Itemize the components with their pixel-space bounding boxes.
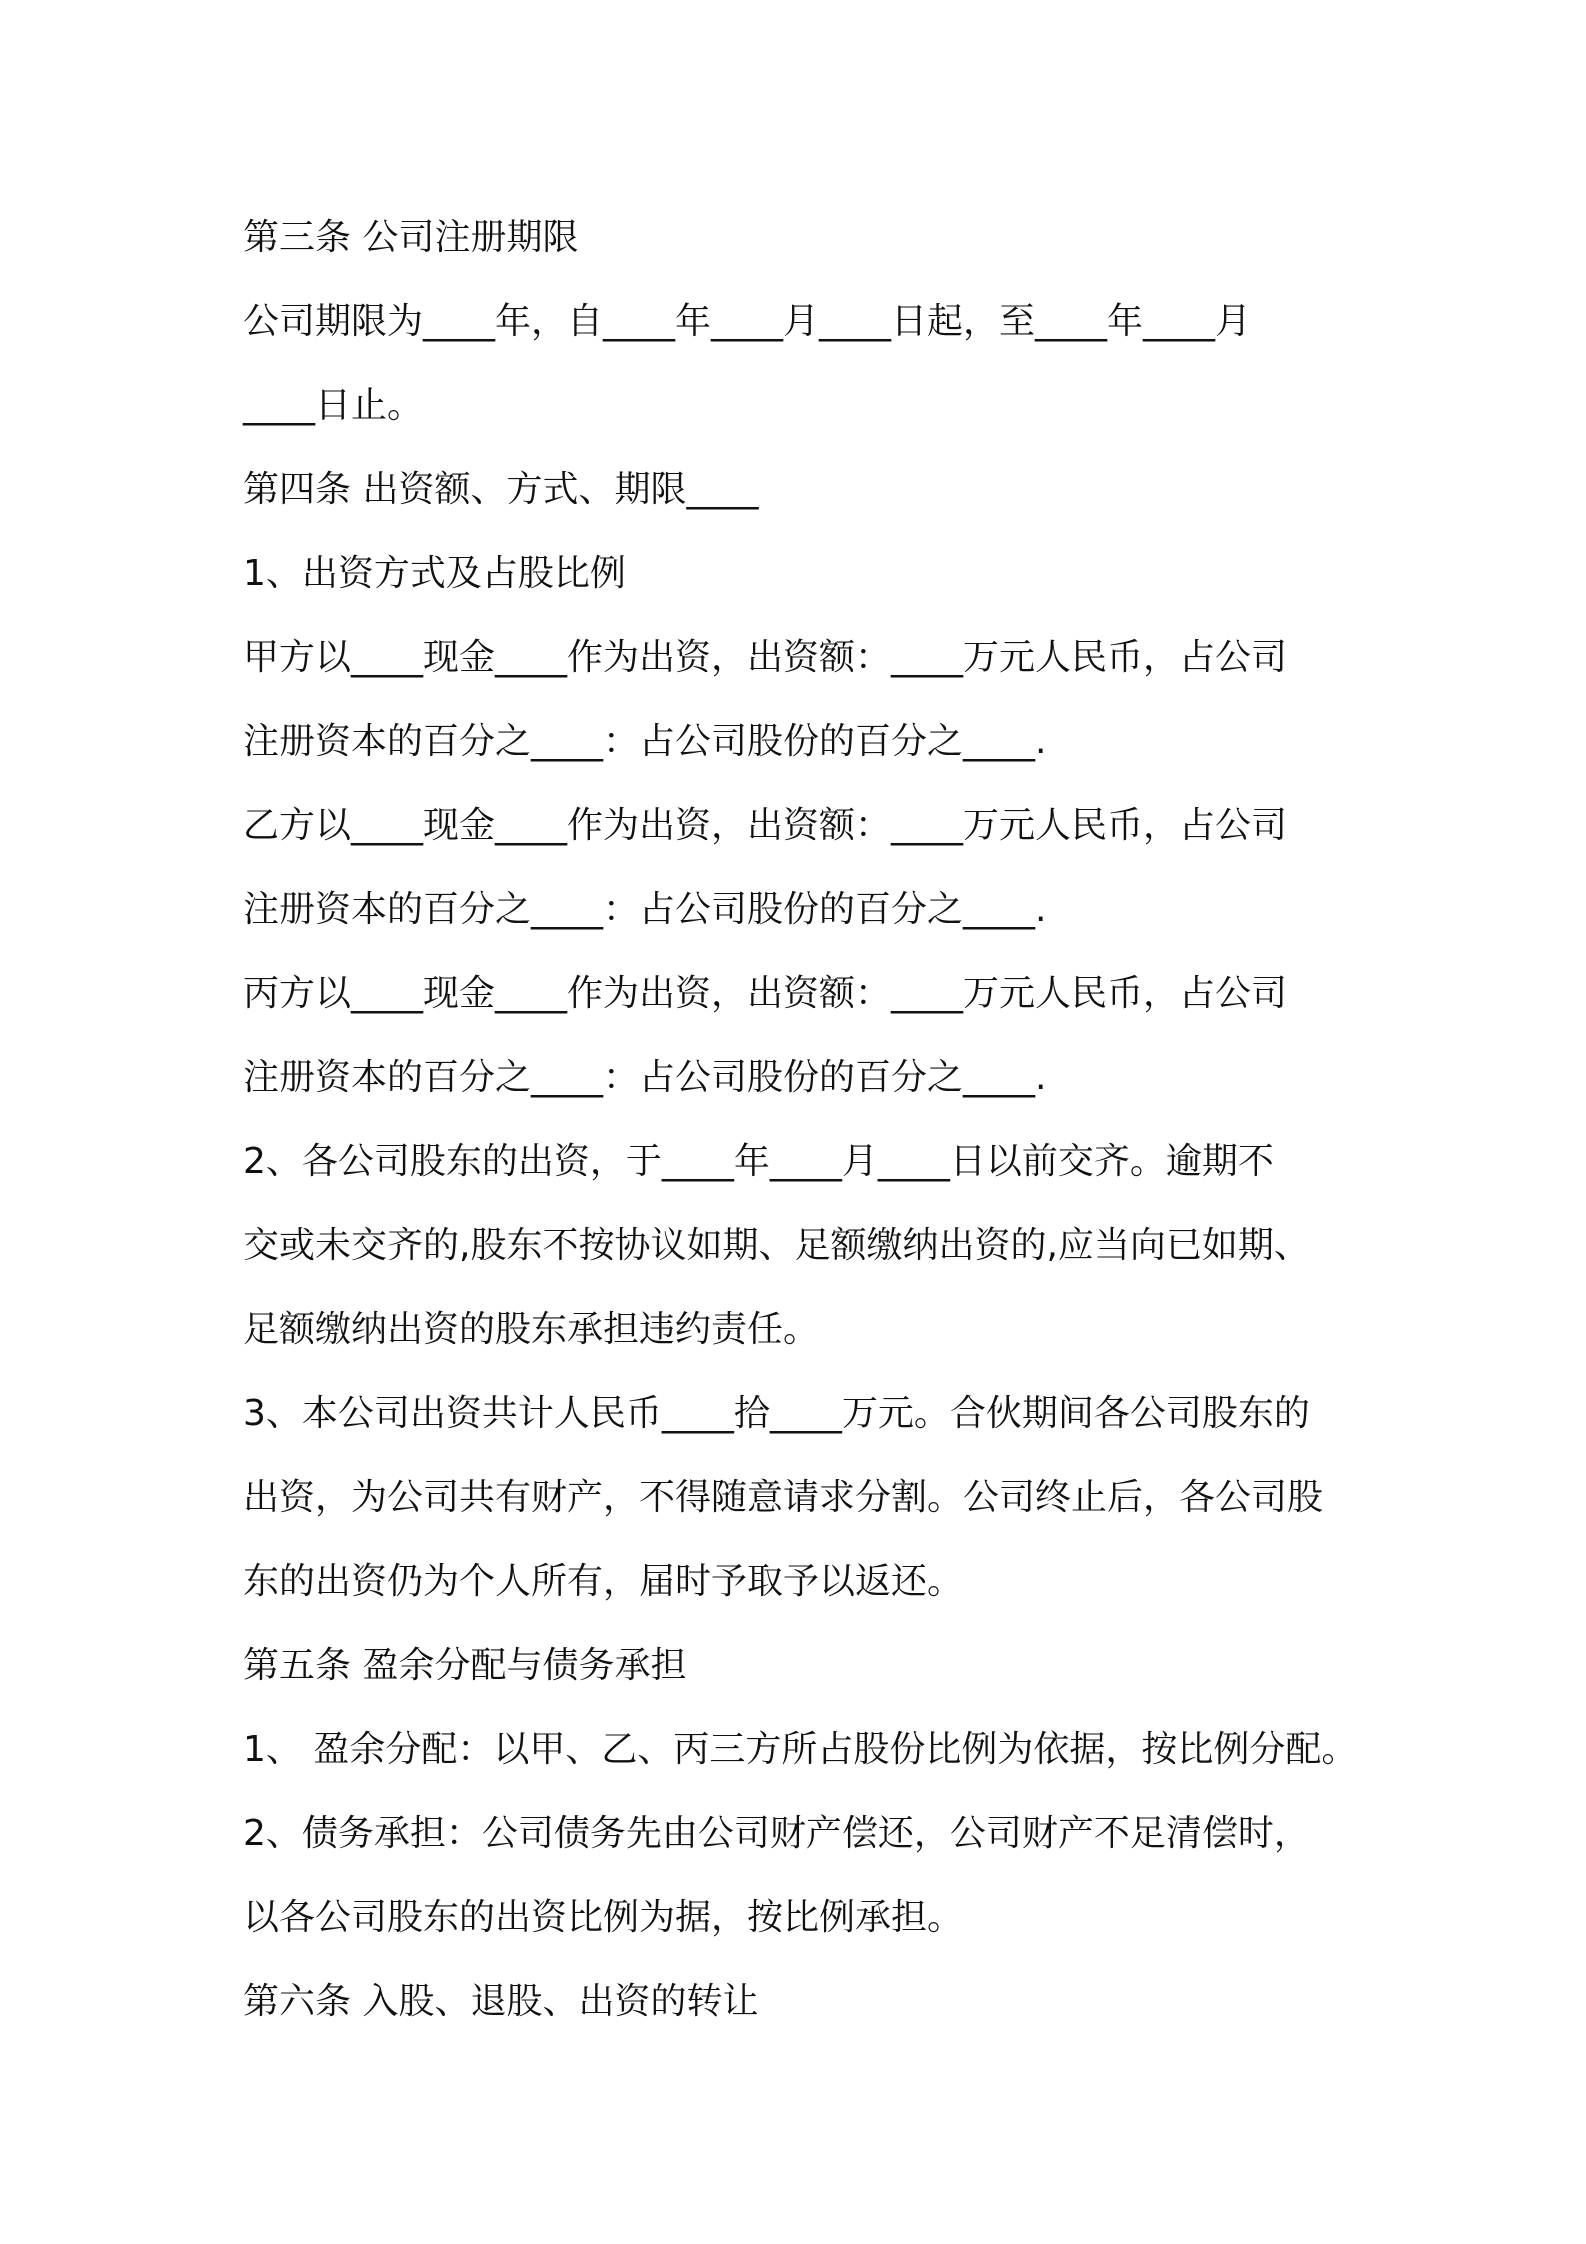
- paragraph-line: 东的出资仍为个人所有，届时予取予以返还。: [243, 1561, 964, 1602]
- paragraph-line: 2、各公司股东的出资，于____年____月____日以前交齐。逾期不: [243, 1141, 1274, 1182]
- document-body: [243, 196, 1363, 2044]
- article-5-heading: 第五条 盈余分配与债务承担: [243, 1645, 687, 1686]
- article-4-heading: 第四条 出资额、方式、期限____: [243, 469, 759, 510]
- paragraph-line: 乙方以____现金____作为出资，出资额：____万元人民币，占公司: [243, 805, 1288, 846]
- article-3-heading: 第三条 公司注册期限: [243, 217, 579, 258]
- paragraph-line: 以各公司股东的出资比例为据，按比例承担。: [243, 1897, 964, 1938]
- paragraph-line: 3、本公司出资共计人民币____拾____万元。合伙期间各公司股东的: [243, 1393, 1310, 1434]
- paragraph-line: 公司期限为____年，自____年____月____日起，至____年____月: [243, 301, 1252, 342]
- paragraph-line: 出资，为公司共有财产，不得随意请求分割。公司终止后，各公司股: [243, 1477, 1324, 1518]
- paragraph-line: 足额缴纳出资的股东承担违约责任。: [243, 1309, 820, 1350]
- paragraph-line: ____日止。: [243, 385, 424, 426]
- article-6-heading: 第六条 入股、退股、出资的转让: [243, 1981, 759, 2022]
- paragraph-line: 2、债务承担：公司债务先由公司财产偿还，公司财产不足清偿时，: [243, 1813, 1310, 1854]
- paragraph-line: 注册资本的百分之____：占公司股份的百分之____.: [243, 1057, 1047, 1098]
- paragraph-line: 交或未交齐的,股东不按协议如期、足额缴纳出资的,应当向已如期、: [243, 1225, 1310, 1266]
- paragraph-line: 丙方以____现金____作为出资，出资额：____万元人民币，占公司: [243, 973, 1288, 1014]
- clause-heading: 1、出资方式及占股比例: [243, 553, 626, 594]
- paragraph-line: 甲方以____现金____作为出资，出资额：____万元人民币，占公司: [243, 637, 1288, 678]
- paragraph-line: 注册资本的百分之____：占公司股份的百分之____.: [243, 721, 1047, 762]
- paragraph-line: 1、 盈余分配：以甲、乙、丙三方所占股份比例为依据，按比例分配。: [243, 1729, 1358, 1770]
- paragraph-line: 注册资本的百分之____：占公司股份的百分之____.: [243, 889, 1047, 930]
